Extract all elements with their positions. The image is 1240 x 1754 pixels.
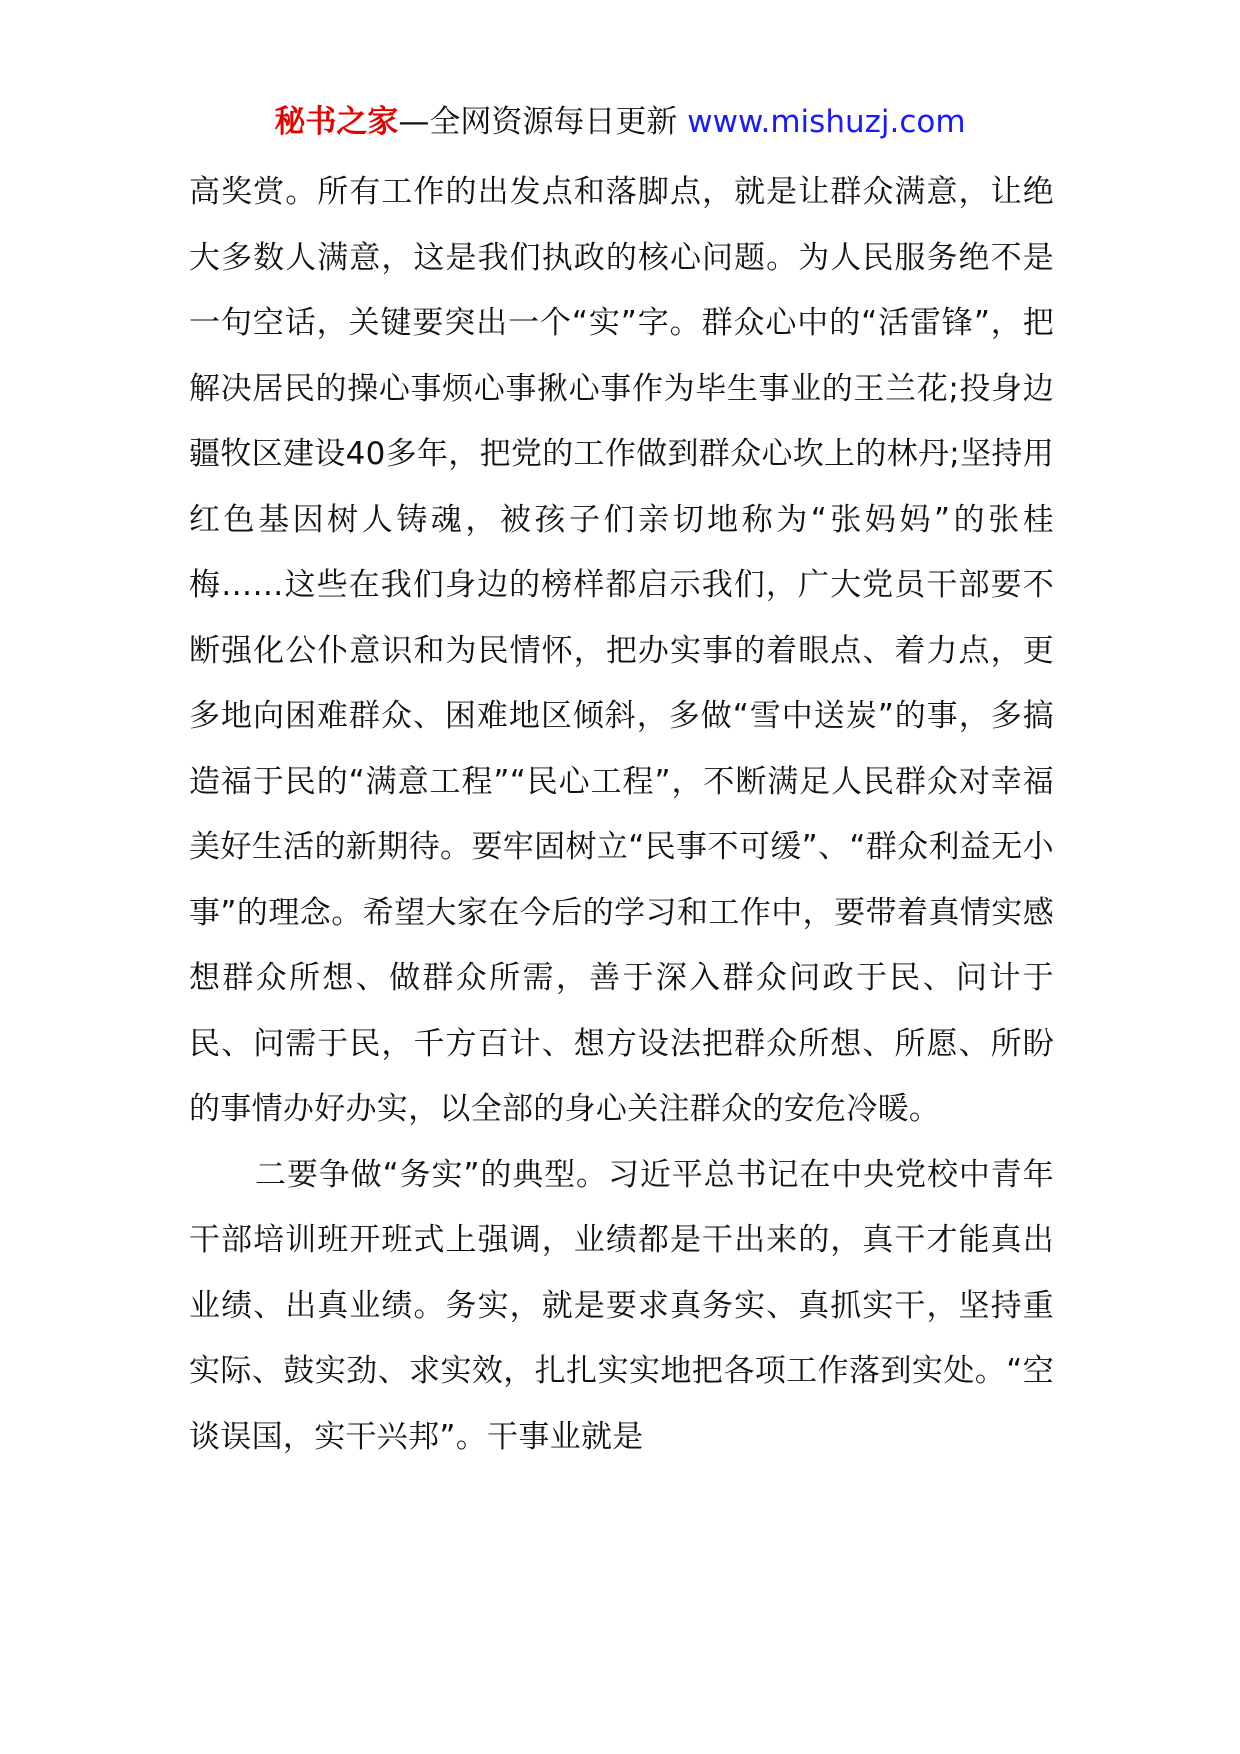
page-header xyxy=(0,100,1240,144)
paragraph: 二要争做“务实”的典型。习近平总书记在中央党校中青年干部培训班开班式上强调，业绩都是干出来的，真干才能真出业绩、出真业绩。务实，就是要求真务实、真抓实干，坚持重实际、鼓实劲、求实效，扎扎实实地把各项工作落到实处。“空谈误国，实干兴邦”。干事业就是 xyxy=(189,1156,1054,1455)
paragraph: 高奖赏。所有工作的出发点和落脚点，就是让群众满意，让绝大多数人满意，这是我们执政的核心问题。为人民服务绝不是一句空话，关键要突出一个“实”字。群众心中的“活雷锋”，把解决居民的操心事烦心事揪心事作为毕生事业的王兰花;投身边疆牧区建设40多年，把党的工作做到群众心坎上的林丹;坚持用红色基因树人铸魂，被孩子们亲切地称为“张妈妈”的张桂梅……这些在我们身边的榜样都启示我们，广大党员干部要不断强化公仆意识和为民情怀，把办实事的着眼点、着力点，更多地向困难群众、困难地区倾斜，多做“雪中送炭”的事，多搞造福于民的“满意工程”“民心工程”，不断满足人民群众对幸福美好生活的新期待。要牢固树立“民事不可缓”、“群众利益无小事”的理念。希望大家在今后的学习和工作中，要带着真情实感想群众所想、做群众所需，善于深入群众问政于民、问计于民、问需于民，千方百计、想方设法把群众所想、所愿、所盼的事情办好办实，以全部的身心关注群众的安危冷暖。 xyxy=(189,174,1054,1127)
site-url-link[interactable]: www.mishuzj.com xyxy=(687,104,966,140)
document-body xyxy=(189,160,1054,1470)
site-brand: 秘书之家 xyxy=(274,104,399,140)
site-slogan: —全网资源每日更新 xyxy=(398,104,678,140)
